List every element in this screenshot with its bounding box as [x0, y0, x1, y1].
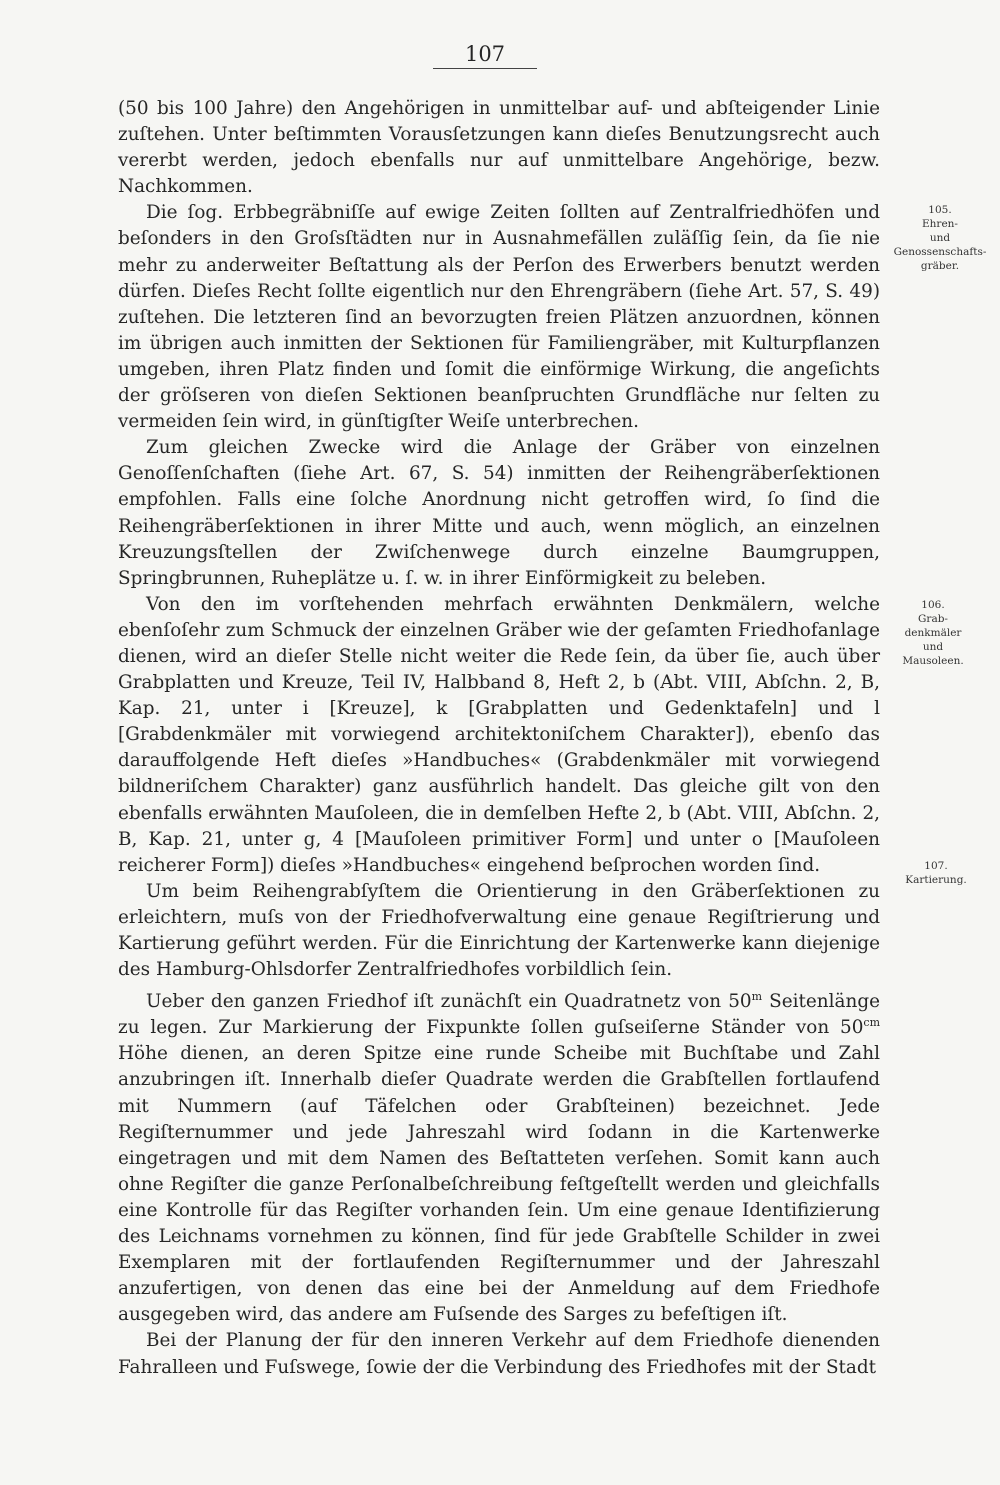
margin-note-line: gräber. [920, 260, 960, 272]
paragraph-quadratnetz [118, 989, 880, 1328]
quadratnetz-text-2: Seitenlänge zu legen. Zur Markierung der Fixpunkte ſollen guſseiſerne Ständer von 50 [118, 991, 880, 1039]
margin-note-line: Grab- [918, 613, 948, 625]
margin-note-line: denkmäler [904, 627, 962, 639]
margin-note-number: 105. [928, 204, 952, 216]
margin-note-number: 107. [924, 860, 948, 872]
margin-note-line: Mausoleen. [902, 655, 964, 667]
paragraph-planung: Bei der Planung der für den inneren Verkehr auf dem Friedhofe dienenden Fahralleen und Fuſswege, ſowie der die Verbindung des Friedhofes mit der Stadt [118, 1330, 880, 1378]
body-text [118, 96, 880, 1381]
paragraph-erbbegraebnisse: Die ſog. Erbbegräbniſſe auf ewige Zeiten ſollten auf Zentralfriedhöfen und beſonders in den Groſsſtädten nur in Ausnahmefällen zuläſſig ſein, da ſie nie mehr zu anderweiter Beſtattung als der Perſon des Erwerbers benutzt werden dürfen. Dieſes Recht ſollte eigentlich nur den Ehrengräbern (ſiehe Art. 57, S. 49) zuſtehen. Die letzteren ſind an bevorzugten freien Plätzen anzuordnen, können im übrigen auch inmitten der Sektionen für Familiengräber, mit Kulturpflanzen umgeben, ihren Platz finden und ſomit die einförmige Wirkung, die angeſichts der gröſseren von dieſen Sektionen beanſpruchten Grundfläche nur ſelten zu vermeiden ſein wird, in günſtigſter Weiſe unterbrechen. [118, 202, 880, 433]
margin-note-number: 106. [921, 599, 945, 611]
unit-centimeter: cm [863, 1016, 880, 1030]
unit-meter: m [751, 990, 763, 1004]
margin-note-line: Genossenschafts- [893, 246, 987, 258]
margin-note-line: Ehren- [922, 218, 958, 230]
quadratnetz-text-1: Ueber den ganzen Friedhof iſt zunächſt ein Quadratnetz von 50 [146, 991, 752, 1013]
paragraph-continuation: (50 bis 100 Jahre) den Angehörigen in unmittelbar auf- und abſteigender Linie zuſtehen. Unter beſtimmten Vorausſetzungen kann dieſes Benutzungsrecht auch vererbt werden, jedoch ebenfalls nur auf unmittelbare Angehörige, bezw. Nachkommen. [118, 98, 880, 198]
paragraph-kartierung: Um beim Reihengrabſyſtem die Orientierung in den Gräberſektionen zu erleichtern, muſs von der Friedhofverwaltung eine genaue Regiſtrierung und Kartierung geführt werden. Für die Einrichtung der Kartenwerke kann diejenige des Hamburg-Ohlsdorfer Zentralfriedhofes vorbildlich ſein. [118, 880, 880, 981]
margin-note-107 [886, 859, 986, 887]
page-number: 107 [433, 42, 537, 69]
margin-note-line: und [929, 232, 951, 244]
paragraph-genossenschaften: Zum gleichen Zwecke wird die Anlage der Gräber von einzelnen Genoſſenſchaften (ſiehe Art. 67, S. 54) inmitten der Reihengräberſektionen empfohlen. Falls eine ſolche Anordnung nicht getroffen wird, ſo ſind die Reihengräberſektionen in ihrer Mitte und auch, wenn möglich, an einzelnen Kreuzungsſtellen der Zwiſchenwege durch einzelne Baumgruppen, Springbrunnen, Ruheplätze u. ſ. w. in ihrer Einförmigkeit zu beleben. [118, 437, 880, 589]
quadratnetz-text-3: Höhe dienen, an deren Spitze eine runde Scheibe mit Buchſtabe und Zahl anzubringen iſt. Innerhalb dieſer Quadrate werden die Grabſtellen fortlaufend mit Nummern (auf Täfelchen oder Grabſteinen) bezeichnet. Jede Regiſternummer und jede Jahreszahl wird ſodann in die Kartenwerke eingetragen und mit dem Namen des Beſtatteten verſehen. Somit kann auch ohne Regiſter die ganze Perſonalbeſchreibung feſtgeſtellt werden und gleichfalls eine Kontrolle für das Regiſter vorhanden ſein. Um eine genaue Identifizierung des Leichnams vornehmen zu können, ſind für jede Grabſtelle Schilder in zwei Exemplaren mit der fortlaufenden Regiſternummer und der Jahreszahl anzufertigen, von denen das eine bei der Anmeldung auf dem Friedhofe ausgegeben wird, das andere am Fuſsende des Sarges zu befeſtigen iſt. [118, 1043, 880, 1326]
margin-note-106 [883, 598, 983, 668]
margin-note-line: Kartierung. [905, 874, 967, 886]
margin-note-105 [890, 203, 990, 273]
margin-note-line: und [922, 641, 944, 653]
paragraph-denkmaeler: Von den im vorſtehenden mehrfach erwähnten Denkmälern, welche ebenſoſehr zum Schmuck der einzelnen Gräber wie der geſamten Friedhofanlage dienen, wird an dieſer Stelle nicht weiter die Rede ſein, da über ſie, auch über Grabplatten und Kreuze, Teil IV, Halbband 8, Heft 2, b (Abt. VIII, Abſchn. 2, B, Kap. 21, unter i [Kreuze], k [Grabplatten und Gedenktafeln] und l [Grabdenkmäler mit vorwiegend architektoniſchem Charakter]), ebenſo das darauffolgende Heft dieſes »Handbuches« (Grabdenkmäler mit vorwiegend bildneriſchem Charakter) ganz ausführlich handelt. Das gleiche gilt von den ebenfalls erwähnten Mauſoleen, die in demſelben Hefte 2, b (Abt. VIII, Abſchn. 2, B, Kap. 21, unter g, 4 [Mauſoleen primitiver Form] und unter o [Mauſoleen reicherer Form]) dieſes »Handbuches« eingehend beſprochen worden ſind. [118, 593, 880, 876]
